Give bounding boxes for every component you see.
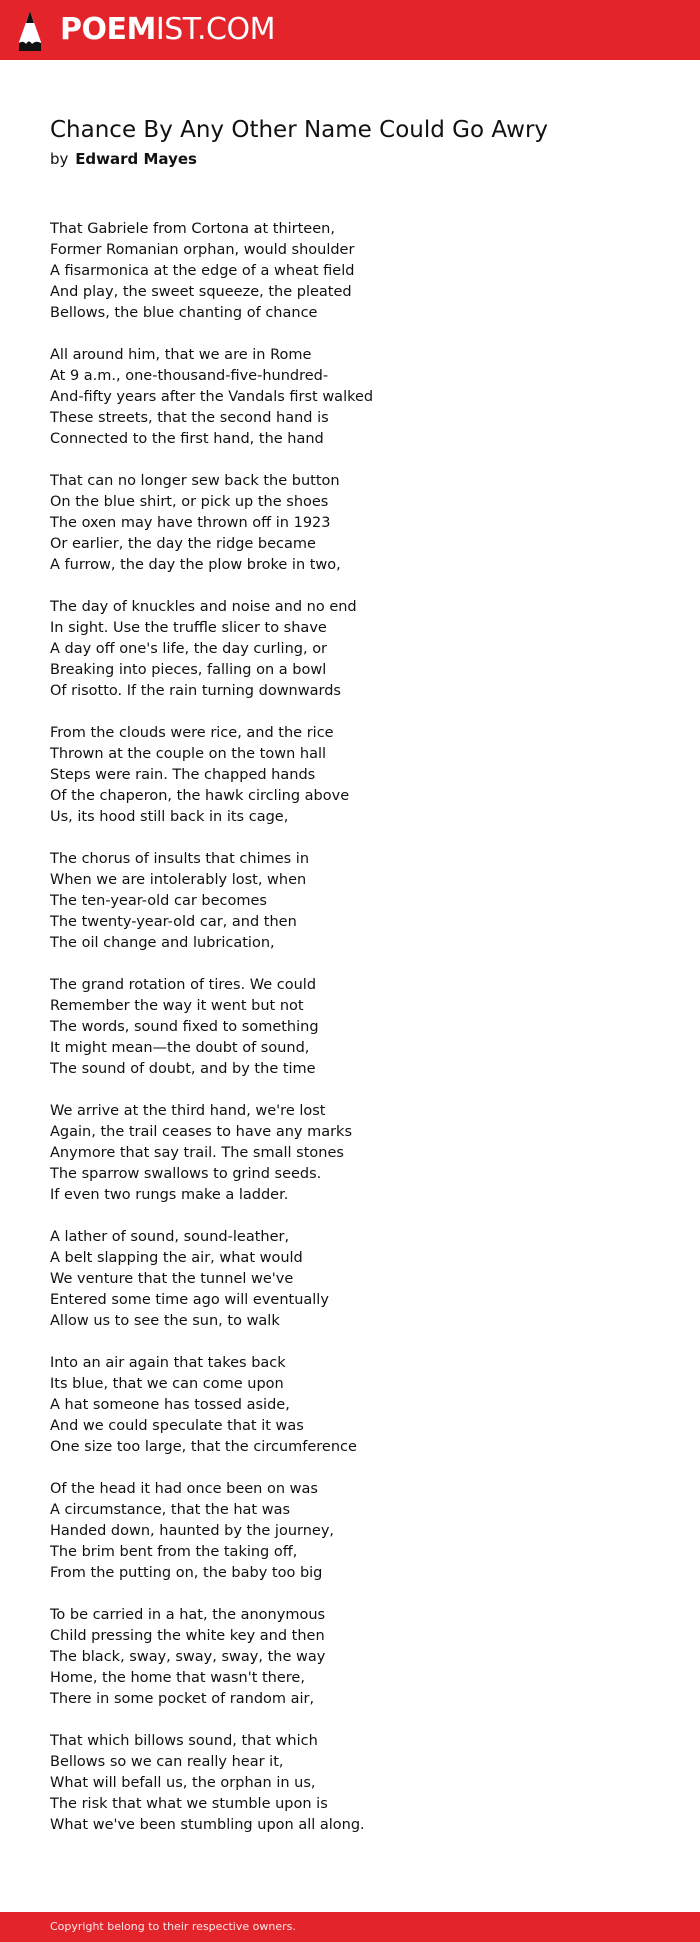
poem-stanza — [50, 975, 373, 1080]
poem-line: Bellows, the blue chanting of chance — [50, 305, 318, 321]
poem-line: Former Romanian orphan, would shoulder — [50, 242, 355, 258]
poem-line: We arrive at the third hand, we're lost — [50, 1103, 326, 1119]
poem-line: The oxen may have thrown off in 1923 — [50, 515, 331, 531]
poem-line: There in some pocket of random air, — [50, 1691, 315, 1707]
poem-line: To be carried in a hat, the anonymous — [50, 1607, 326, 1623]
poem-line: On the blue shirt, or pick up the shoes — [50, 494, 329, 510]
poem-stanza — [50, 1605, 373, 1710]
poem-line: At 9 a.m., one-thousand-five-hundred- — [50, 368, 329, 384]
copyright-notice: Copyright belong to their respective owners. — [50, 1920, 296, 1933]
poem-line: That can no longer sew back the button — [50, 473, 340, 489]
poem-line: That Gabriele from Cortona at thirteen, — [50, 221, 335, 237]
poem-line: The twenty-year-old car, and then — [50, 914, 297, 930]
poem-line: Connected to the first hand, the hand — [50, 431, 324, 447]
poem-line: Remember the way it went but not — [50, 998, 304, 1014]
poem-line: A fisarmonica at the edge of a wheat field — [50, 263, 355, 279]
poem-line: A hat someone has tossed aside, — [50, 1397, 290, 1413]
poem-line: The grand rotation of tires. We could — [50, 977, 317, 993]
poem-stanza — [50, 1731, 373, 1836]
poem-line: Thrown at the couple on the town hall — [50, 746, 327, 762]
poem-line: And-fifty years after the Vandals first walked — [50, 389, 374, 405]
poem-line: From the putting on, the baby too big — [50, 1565, 323, 1581]
poem-body — [50, 219, 373, 1857]
poem-line: Anymore that say trail. The small stones — [50, 1145, 344, 1161]
poem-stanza — [50, 723, 373, 828]
poem-line: We venture that the tunnel we've — [50, 1271, 294, 1287]
poem-line: Of the chaperon, the hawk circling above — [50, 788, 350, 804]
poem-stanza — [50, 597, 373, 702]
poem-stanza — [50, 1227, 373, 1332]
poem-line: Into an air again that takes back — [50, 1355, 286, 1371]
poem-line: A belt slapping the air, what would — [50, 1250, 303, 1266]
poem-line: The ten-year-old car becomes — [50, 893, 267, 909]
author-name: Edward Mayes — [75, 150, 197, 168]
site-header — [0, 0, 700, 60]
poem-line: That which billows sound, that which — [50, 1733, 318, 1749]
poem-line: A circumstance, that the hat was — [50, 1502, 291, 1518]
poem-line: Handed down, haunted by the journey, — [50, 1523, 335, 1539]
poem-line: From the clouds were rice, and the rice — [50, 725, 334, 741]
poem-line: When we are intolerably lost, when — [50, 872, 307, 888]
site-footer — [0, 1912, 700, 1942]
poem-line: Of risotto. If the rain turning downwards — [50, 683, 341, 699]
poem-line: The sound of doubt, and by the time — [50, 1061, 316, 1077]
pen-nib-icon[interactable] — [17, 10, 43, 52]
poem-line: Entered some time ago will eventually — [50, 1292, 329, 1308]
poem-line: What we've been stumbling upon all along. — [50, 1817, 365, 1833]
poem-line: Child pressing the white key and then — [50, 1628, 325, 1644]
poem-line: Home, the home that wasn't there, — [50, 1670, 305, 1686]
poem-line: Us, its hood still back in its cage, — [50, 809, 289, 825]
logo-text-light: IST.COM — [155, 12, 275, 47]
byline-label: by — [50, 150, 69, 168]
poem-line: In sight. Use the truffle slicer to shave — [50, 620, 327, 636]
poem-line: Or earlier, the day the ridge became — [50, 536, 316, 552]
site-logo-text[interactable] — [60, 10, 275, 50]
poem-line: And play, the sweet squeeze, the pleated — [50, 284, 352, 300]
poem-line: The brim bent from the taking off, — [50, 1544, 298, 1560]
poem-stanza — [50, 849, 373, 954]
poem-stanza — [50, 1101, 373, 1206]
poem-line: Steps were rain. The chapped hands — [50, 767, 316, 783]
poem-stanza — [50, 1479, 373, 1584]
logo-text-bold: POEM — [60, 12, 156, 47]
poem-line: The risk that what we stumble upon is — [50, 1796, 328, 1812]
poem-line: Of the head it had once been on was — [50, 1481, 318, 1497]
poem-line: Again, the trail ceases to have any marks — [50, 1124, 353, 1140]
poem-stanza — [50, 1353, 373, 1458]
poem-line: One size too large, that the circumference — [50, 1439, 357, 1455]
poem-line: A furrow, the day the plow broke in two, — [50, 557, 341, 573]
poem-line: The sparrow swallows to grind seeds. — [50, 1166, 322, 1182]
poem-line: Breaking into pieces, falling on a bowl — [50, 662, 327, 678]
poem-line: A lather of sound, sound-leather, — [50, 1229, 290, 1245]
poem-line: These streets, that the second hand is — [50, 410, 329, 426]
poem-line: Bellows so we can really hear it, — [50, 1754, 284, 1770]
poem-line: The black, sway, sway, sway, the way — [50, 1649, 326, 1665]
poem-line: All around him, that we are in Rome — [50, 347, 312, 363]
poem-line: The day of knuckles and noise and no end — [50, 599, 357, 615]
poem-stanza — [50, 219, 373, 324]
poem-line: It might mean—the doubt of sound, — [50, 1040, 310, 1056]
poem-stanza — [50, 345, 373, 450]
byline — [50, 147, 197, 171]
poem-line: The chorus of insults that chimes in — [50, 851, 310, 867]
poem-line: What will befall us, the orphan in us, — [50, 1775, 316, 1791]
poem-line: The words, sound fixed to something — [50, 1019, 319, 1035]
poem-line: A day off one's life, the day curling, or — [50, 641, 328, 657]
poem-line: The oil change and lubrication, — [50, 935, 275, 951]
poem-stanza — [50, 471, 373, 576]
poem-line: Its blue, that we can come upon — [50, 1376, 284, 1392]
poem-line: And we could speculate that it was — [50, 1418, 304, 1434]
poem-line: Allow us to see the sun, to walk — [50, 1313, 280, 1329]
poem-title: Chance By Any Other Name Could Go Awry — [50, 117, 549, 143]
poem-line: If even two rungs make a ladder. — [50, 1187, 289, 1203]
